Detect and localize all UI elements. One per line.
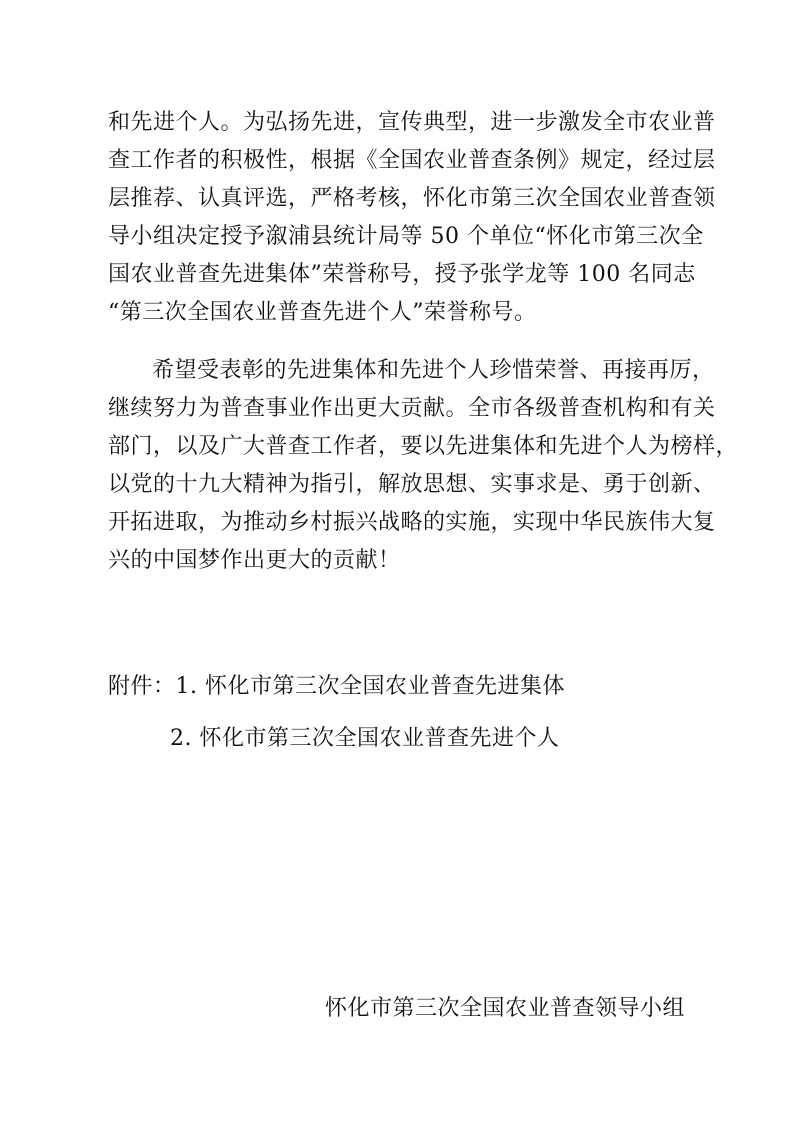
paragraph-2-line-6: 兴的中国梦作出更大的贡献！ bbox=[108, 548, 401, 573]
attachments-label: 附件： bbox=[108, 674, 176, 699]
paragraph-1-line-1: 和先进个人。为弘扬先进，宣传典型，进一步激发全市农业普 bbox=[108, 110, 716, 135]
paragraph-1-line-6: “第三次全国农业普查先进个人”荣誉称号。 bbox=[108, 300, 537, 325]
attachment-item-2: 2. 怀化市第三次全国农业普查先进个人 bbox=[170, 726, 560, 751]
paragraph-1-line-5: 国农业普查先进集体”荣誉称号，授予张学龙等 100 名同志 bbox=[108, 262, 696, 287]
paragraph-2-line-2: 继续努力为普查事业作出更大贡献。全市各级普查机构和有关 bbox=[108, 396, 716, 421]
paragraph-2-line-1: 希望受表彰的先进集体和先进个人珍惜荣誉、再接再厉， bbox=[152, 358, 715, 383]
paragraph-2-line-3: 部门，以及广大普查工作者，要以先进集体和先进个人为榜样， bbox=[108, 434, 739, 459]
paragraph-2-line-4: 以党的十九大精神为指引，解放思想、实事求是、勇于创新、 bbox=[108, 472, 716, 497]
paragraph-1-line-3: 层推荐、认真评选，严格考核，怀化市第三次全国农业普查领 bbox=[108, 186, 716, 211]
paragraph-1-line-2: 查工作者的积极性，根据《全国农业普查条例》规定，经过层 bbox=[108, 148, 716, 173]
attachments-line-1 bbox=[108, 672, 565, 702]
attachment-item-1: 1. 怀化市第三次全国农业普查先进集体 bbox=[175, 674, 566, 699]
paragraph-2-line-5: 开拓进取，为推动乡村振兴战略的实施，实现中华民族伟大复 bbox=[108, 510, 716, 535]
paragraph-1-line-4: 导小组决定授予溆浦县统计局等 50 个单位“怀化市第三次全 bbox=[108, 224, 704, 249]
signature: 怀化市第三次全国农业普查领导小组 bbox=[325, 996, 686, 1021]
